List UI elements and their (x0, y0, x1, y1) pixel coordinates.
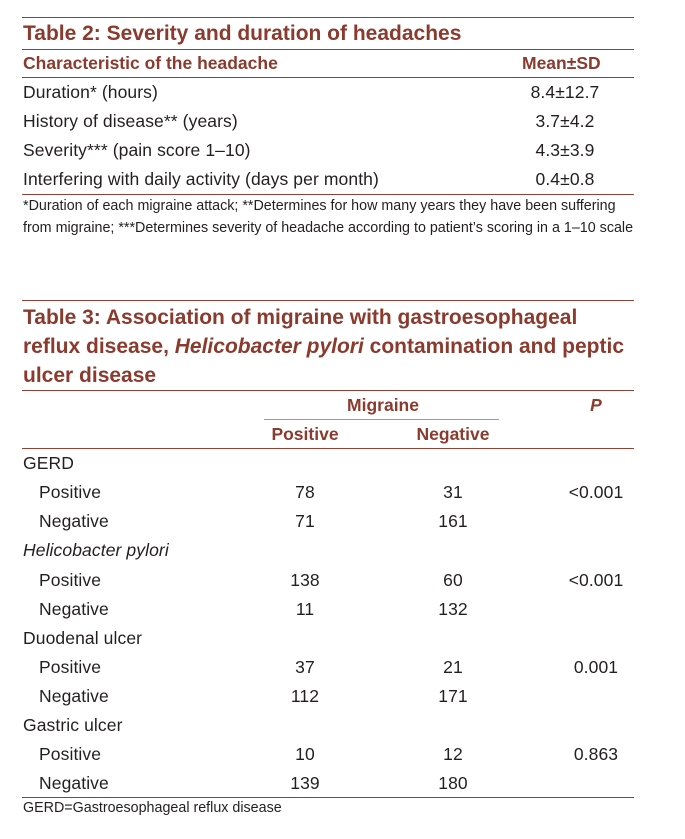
table3-title-part2: contamination and peptic ulcer disease (23, 335, 624, 387)
table3-cell-negative: 60 (443, 570, 463, 590)
table3-row-label: Negative (39, 511, 109, 531)
table3-title-part1: Table 3: Association of migraine with gastroesophageal reflux disease, (23, 306, 578, 358)
table3-cell-p: 0.863 (573, 744, 619, 764)
table3-row-label: Positive (39, 657, 102, 677)
table3-row-label: Positive (39, 482, 102, 502)
table3-group-name: Duodenal ulcer (23, 628, 143, 648)
table3-header-negative: Negative (416, 424, 490, 444)
table2-top-rule (22, 17, 634, 18)
table3-footnote: GERD=Gastroesophageal reflux disease (23, 800, 282, 816)
table2-row-label: Duration* (hours) (23, 82, 158, 102)
table2-row-value: 0.4±0.8 (535, 169, 595, 189)
table3-group-name: Gastric ulcer (23, 715, 123, 735)
table3-cell-p: 0.001 (573, 657, 619, 677)
table3-cell-positive: 112 (290, 686, 320, 706)
table3-header-p: P (590, 395, 602, 415)
table3-cell-negative: 132 (438, 599, 468, 619)
table3-cell-p: <0.001 (568, 570, 624, 590)
table3-group-name: Helicobacter pylori (23, 540, 169, 560)
table3-migraine-span-rule (264, 419, 499, 420)
table3-cell-negative: 12 (443, 744, 463, 764)
table3-cell-negative: 171 (438, 686, 468, 706)
table3-cell-p: <0.001 (568, 482, 624, 502)
table3-title (23, 303, 638, 390)
table3-cell-positive: 138 (290, 570, 320, 590)
table3-cell-positive: 37 (295, 657, 315, 677)
table3-group-name: GERD (23, 453, 74, 473)
table3-header-positive: Positive (271, 424, 339, 444)
table3-cell-positive: 11 (295, 599, 315, 619)
table2-header-mean-sd: Mean±SD (522, 53, 601, 73)
table3-cell-negative: 21 (443, 657, 463, 677)
table3-cell-negative: 31 (443, 482, 463, 502)
table2-row-value: 3.7±4.2 (535, 111, 595, 131)
table3-header-migraine: Migraine (347, 395, 419, 415)
table3-cell-positive: 10 (295, 744, 315, 764)
table2-title: Table 2: Severity and duration of headaches (23, 22, 462, 45)
table3-row-label: Negative (39, 773, 109, 793)
table3-cell-positive: 71 (295, 511, 315, 531)
table2-footnote: *Duration of each migraine attack; **Determines for how many years they have been suffering from migraine; ***Determines severity of headache according to patient’s scoring in a 1–10 scale (23, 198, 634, 236)
table2-row-label: Interfering with daily activity (days per month) (23, 169, 379, 189)
table2-title-rule (22, 49, 634, 50)
table3-cell-positive: 78 (295, 482, 315, 502)
table3-row-label: Negative (39, 686, 109, 706)
table3-cell-negative: 161 (438, 511, 468, 531)
table2-row-value: 8.4±12.7 (530, 82, 600, 102)
table3-title-rule (22, 390, 634, 391)
table3-row-label: Positive (39, 744, 102, 764)
table3-row-label: Positive (39, 570, 102, 590)
table3-title-italic: Helicobacter pylori (174, 335, 364, 358)
table2-row-value: 4.3±3.9 (535, 140, 595, 160)
table2-row-label: History of disease** (years) (23, 111, 238, 131)
table3-header-rule (22, 448, 634, 449)
table3-cell-negative: 180 (438, 773, 468, 793)
table3-top-rule (22, 300, 634, 301)
table2-header-characteristic: Characteristic of the headache (23, 53, 278, 73)
table2-header-rule (22, 77, 634, 78)
table2-row-label: Severity*** (pain score 1–10) (23, 140, 251, 160)
table3-cell-positive: 139 (290, 773, 320, 793)
table3-row-label: Negative (39, 599, 109, 619)
